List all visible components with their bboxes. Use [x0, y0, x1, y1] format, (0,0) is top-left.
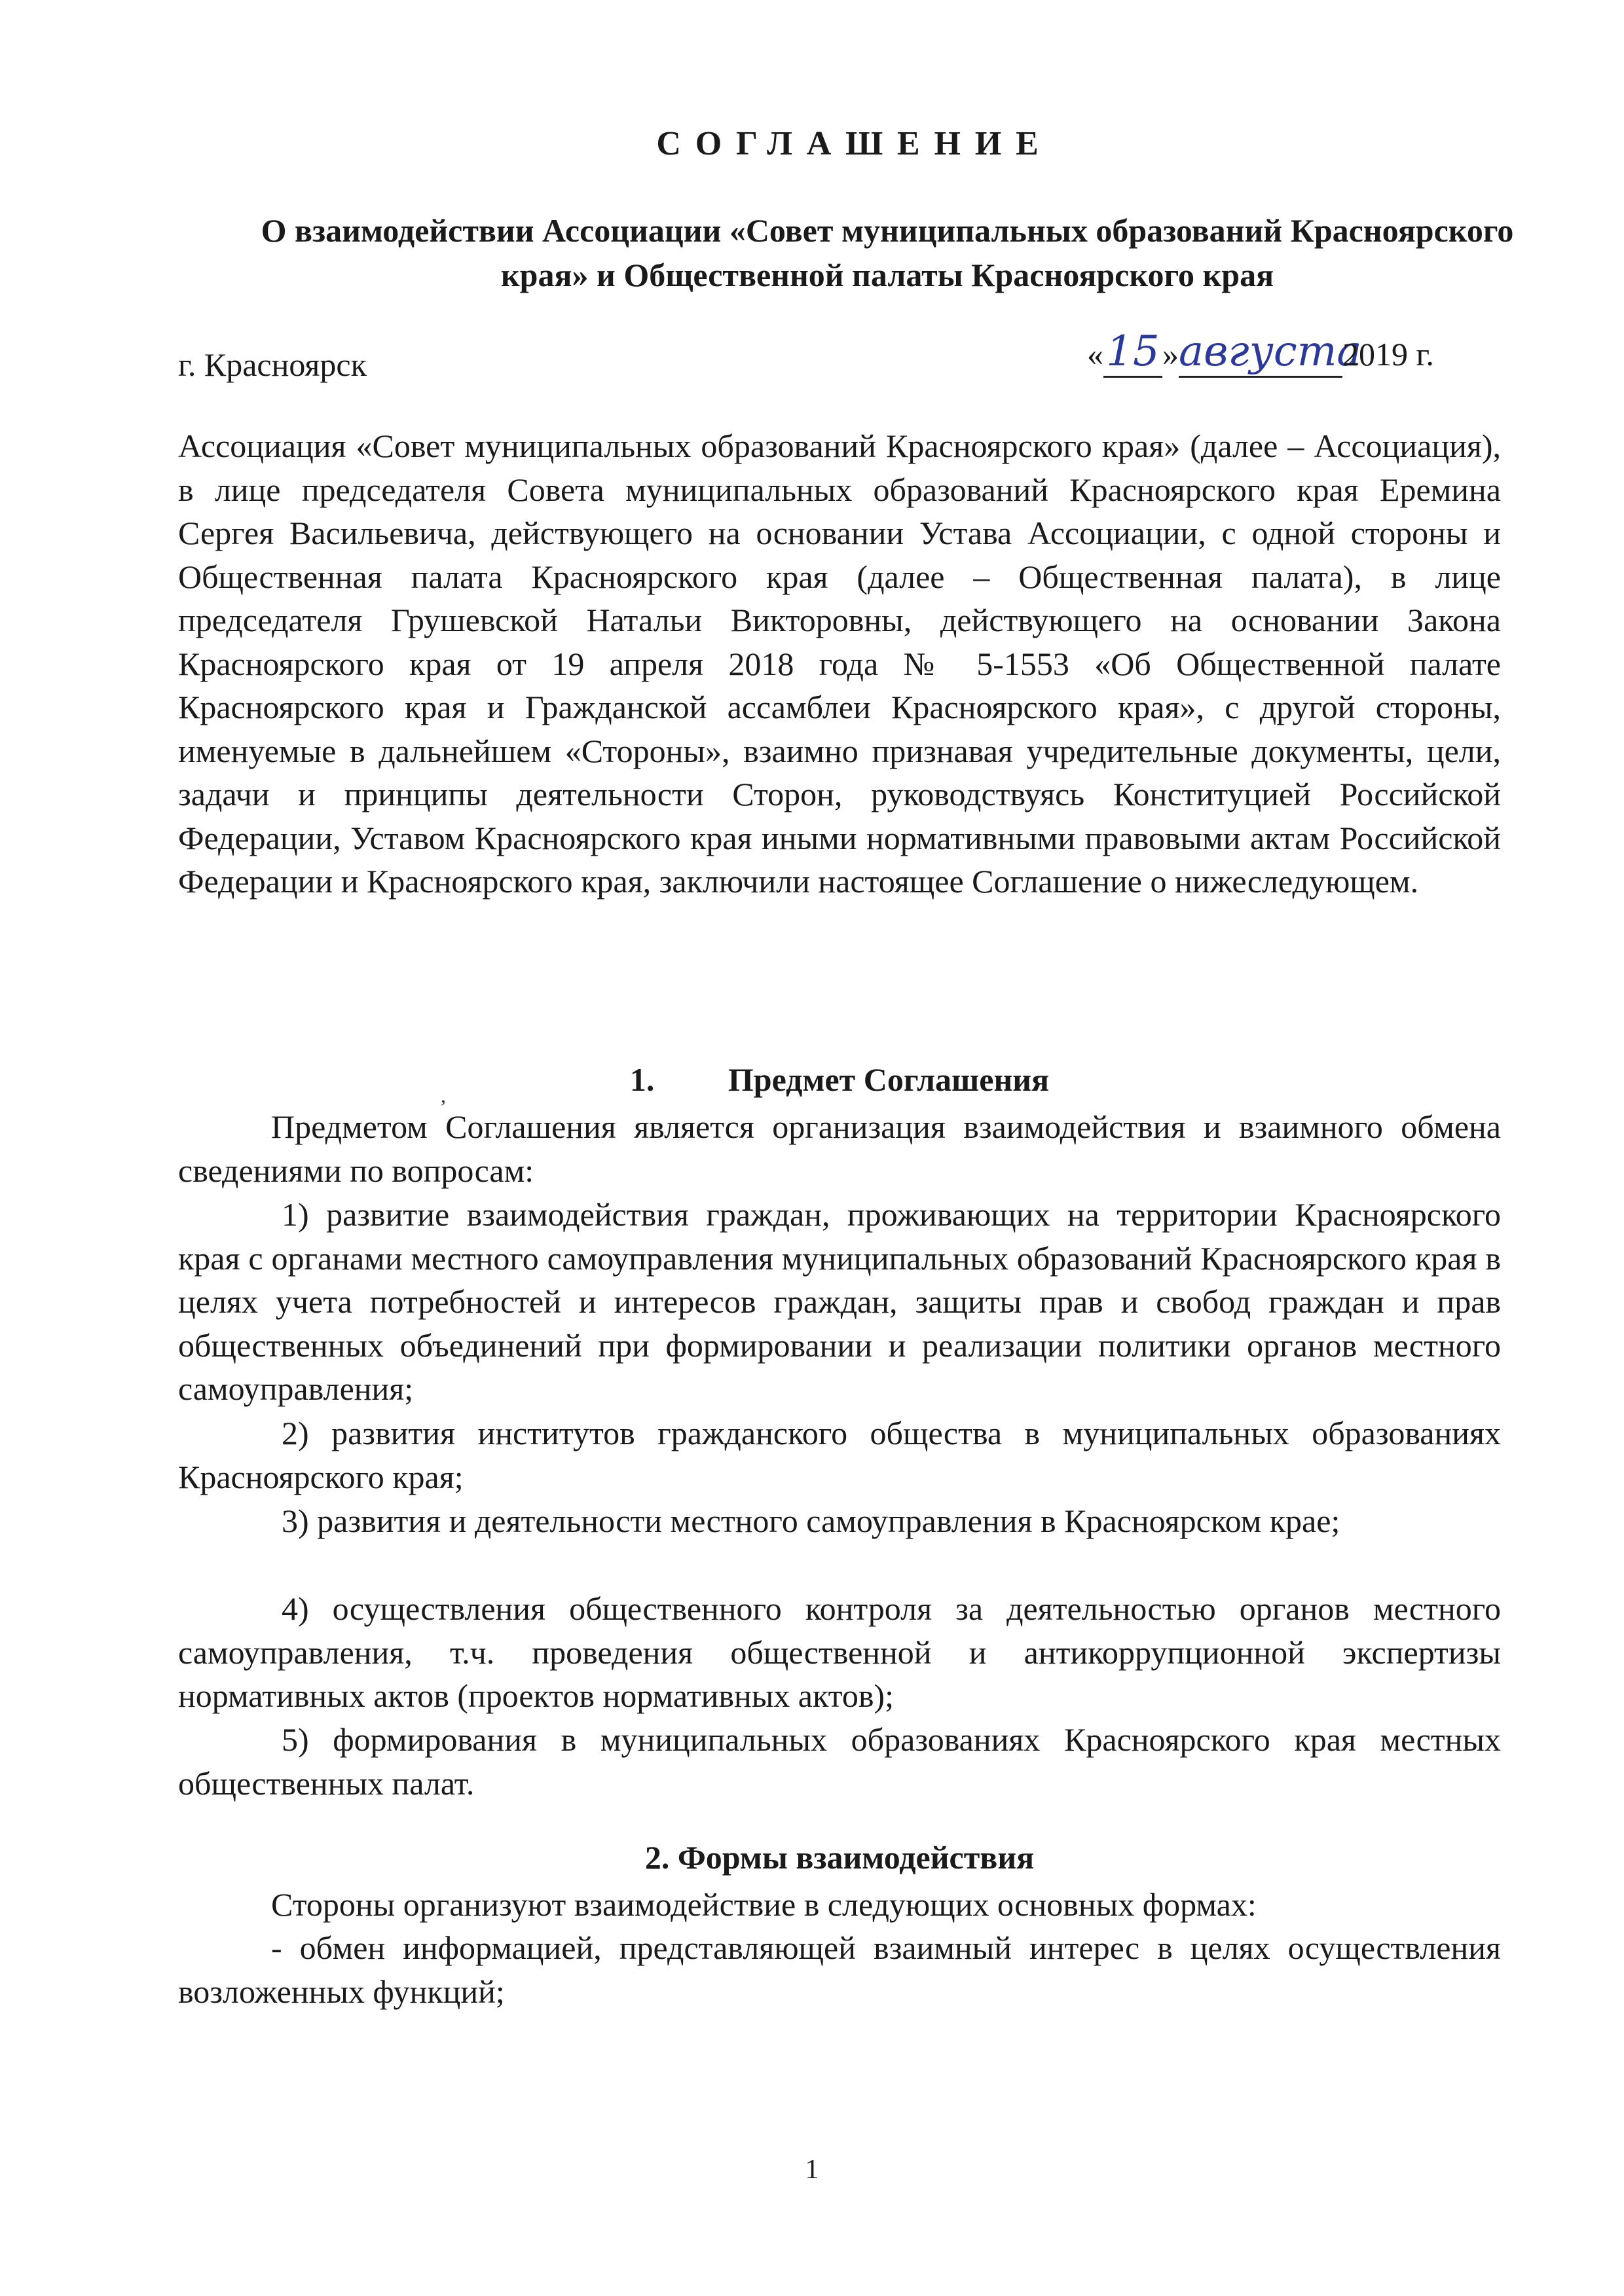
- section-1-number: 1.: [629, 1061, 655, 1098]
- page-number: 1: [805, 2155, 819, 2185]
- section-2-item-1: - обмен информацией, представляющей взаимный интерес в целях осуществления возложенных функций;: [178, 1929, 1501, 2010]
- section-2-heading: 2. Формы взаимодействия: [644, 1839, 1035, 1876]
- section-1-intro: Предметом Соглашения является организация взаимодействия и взаимного обмена сведениями по вопросам:: [178, 1108, 1501, 1189]
- date-open-quote: «: [1087, 336, 1103, 373]
- date-close-quote: »: [1162, 336, 1179, 373]
- handwritten-month: августа: [1179, 327, 1342, 378]
- handwritten-day: 15: [1103, 327, 1162, 378]
- document-title: СОГЛАШЕНИЕ: [656, 125, 1053, 162]
- signing-date: [1087, 327, 1434, 378]
- section-2-intro: Стороны организуют взаимодействие в следующих основных формах:: [271, 1886, 1257, 1923]
- scan-mark: ,: [441, 1084, 446, 1107]
- section-1-item-1: 1) развитие взаимодействия граждан, проживающих на территории Красноярского края с органами местного самоуправления муниципальных образований Красноярского края в целях учета потребностей и интересов граждан, защиты прав и свобод граждан и прав общественных объединений при формировании и реализации политики органов местного самоуправления;: [178, 1196, 1501, 1407]
- section-1-item-3: 3) развития и деятельности местного самоуправления в Красноярском крае;: [282, 1503, 1340, 1539]
- document-subtitle: О взаимодействии Ассоциации «Совет муниципальных образований Красноярского края» и Общественной палаты Красноярского края: [261, 212, 1514, 293]
- section-1-item-4: 4) осуществления общественного контроля за деятельностью органов местного самоуправления, т.ч. проведения общественной и антикоррупционной экспертизы нормативных актов (проектов нормативных актов);: [178, 1590, 1501, 1714]
- section-1-item-5: 5) формирования в муниципальных образованиях Красноярского края местных общественных палат.: [178, 1721, 1501, 1802]
- preamble-paragraph: Ассоциация «Совет муниципальных образований Красноярского края» (далее – Ассоциация), в лице председателя Совета муниципальных образований Красноярского края Еремина Сергея Васильевича, действующего на основании Устава Ассоциации, с одной стороны и Общественная палата Красноярского края (далее – Общественная палата), в лице председателя Грушевской Натальи Викторовны, действующего на основании Закона Красноярского края от 19 апреля 2018 года № 5-1553 «Об Общественной палате Красноярского края и Гражданской ассамблеи Красноярского края», с другой стороны, именуемые в дальнейшем «Стороны», взаимно признавая учредительные документы, цели, задачи и принципы деятельности Сторон, руководствуясь Конституцией Российской Федерации, Уставом Красноярского края иными нормативными правовыми актам Российской Федерации и Красноярского края, заключили настоящее Соглашение о нижеследующем.: [178, 428, 1501, 900]
- section-1-title: Предмет Соглашения: [728, 1061, 1050, 1098]
- city-label: г. Красноярск: [178, 346, 367, 383]
- section-1-item-2: 2) развития институтов гражданского общества в муниципальных образованиях Красноярского края;: [178, 1415, 1501, 1495]
- date-year: 2019 г.: [1342, 336, 1434, 373]
- section-1-heading: [178, 1061, 1501, 1099]
